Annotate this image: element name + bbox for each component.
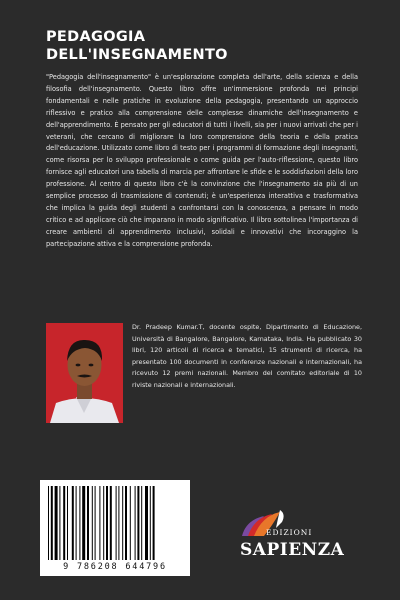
book-title-line-1: PEDAGOGIA [46,29,146,45]
publisher-label: EDIZIONI [266,528,313,537]
publisher-logo [232,508,352,576]
author-photo [46,323,123,423]
book-blurb: "Pedagogia dell'insegnamento" è un'esplorazione completa dell'arte, della scienza e della filosofia dell'insegnamento. Questo libro offre un'immersione profonda nei principi fondamentali e nelle pratiche in evoluzione della pedagogia, presentando un approccio riflessivo e pratico alla comprensione delle complesse dinamiche dell'insegnamento e dell'apprendimento. È pensato per gli educatori di tutti i livelli, sia per i nuovi arrivati che per i veterani, che cercano di migliorare la loro comprensione della teoria e della pratica dell'educazione. Utilizzato come libro di testo per i programmi di formazione degli insegnanti, come risorsa per lo sviluppo professionale o come guida per l'auto-riflessione, questo libro fornisce agli educatori una tabella di marcia per affrontare le sfide e le soddisfazioni della loro professione. Al centro di questo libro c'è la convinzione che l'insegnamento sia più di un semplice processo di trasmissione di contenuti; è un'esperienza interattiva e trasformativa che implica la guida degli studenti a confrontarsi con la conoscenza, a pensare in modo critico e ad applicare ciò che imparano in modo significativo. Il libro sottolinea l'importanza di creare ambienti di apprendimento inclusivi, solidali e innovativi che incoraggino la partecipazione attiva e la comprensione profonda. [46,73,358,248]
isbn-barcode [40,480,190,576]
publisher-name: SAPIENZA [240,540,345,560]
author-portrait-image [46,323,123,423]
isbn-number: 9 786208 644796 [63,562,167,572]
barcode-bars [46,486,184,560]
book-title-line-2: DELL'INSEGNAMENTO [46,47,228,63]
author-bio: Dr. Pradeep Kumar.T, docente ospite, Dipartimento di Educazione, Università di Bangalore, Bangalore, Karnataka, India. Ha pubblicato 30 libri, 120 articoli di ricerca e tematici, 15 strumenti di ricerca, ha presentato 100 documenti in conferenze nazionali e internazionali, ha ricevuto 12 premi nazionali. Membro del comitato editoriale di 10 riviste nazionali e internazionali. [132,323,362,389]
book-title [46,28,366,64]
